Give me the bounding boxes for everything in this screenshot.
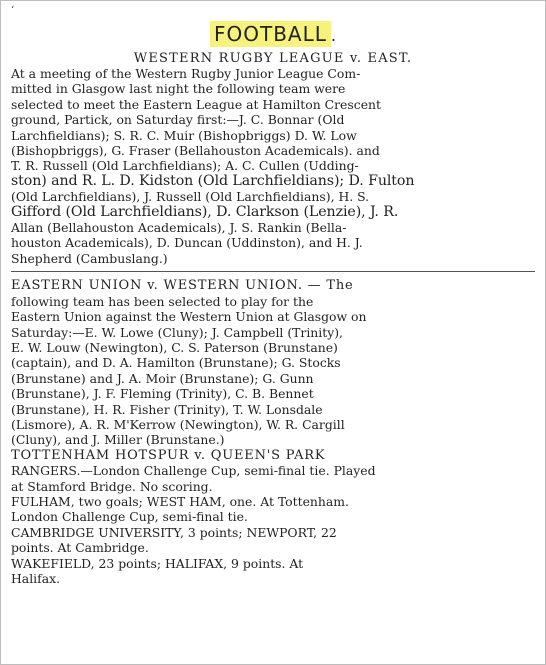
text-line: Halifax. [11, 571, 61, 586]
text-line: (Brunstane), H. R. Fisher (Trinity), T. W. Lonsdale [11, 401, 323, 417]
text-line: London Challenge Cup, semi-final tie. [11, 509, 248, 525]
text-line: at Stamford Bridge. No scoring. [11, 478, 213, 494]
text-line: Larchfieldians); S. R. C. Muir (Bishopbriggs) D. W. Low [11, 127, 357, 143]
text-line: (captain), and D. A. Hamilton (Brunstane); G. Stocks [11, 355, 341, 371]
text-line: FULHAM, two goals; WEST HAM, one. At Tottenham. [11, 493, 349, 509]
text-line: At a meeting of the Western Rugby Junior League Com- [11, 66, 361, 81]
header-area [1, 1, 545, 51]
text-line: Gifford (Old Larchfieldians), D. Clarkson (Lenzie), J. R. [11, 203, 399, 220]
text-line: (Bishopbriggs), G. Fraser (Bellahouston Academicals). and [11, 143, 380, 159]
text-line: selected to meet the Eastern League at Hamilton Crescent [11, 96, 381, 112]
article-body [11, 278, 535, 586]
text-line: E. W. Louw (Newington), C. S. Paterson (Brunstane) [11, 339, 338, 355]
section-divider [11, 271, 535, 272]
text-line: following team has been selected to play for the [11, 293, 314, 309]
text-line: points. At Cambridge. [11, 540, 149, 556]
text-line: ground, Partick, on Saturday first:—J. C. Bonnar (Old [11, 112, 345, 128]
text-line: Allan (Bellahouston Academicals), J. S. Rankin (Bella- [11, 220, 347, 236]
header-period: . [330, 26, 336, 45]
corner-mark: ‘ [11, 5, 15, 16]
text-line: mitted in Glasgow last night the following team were [11, 81, 346, 97]
text-line: CAMBRIDGE UNIVERSITY, 3 points; NEWPORT, 22 [11, 524, 337, 540]
text-line: (Brunstane), J. F. Fleming (Trinity), C. B. Bennet [11, 386, 314, 402]
text-line: T. R. Russell (Old Larchfieldians); A. C. Cullen (Udding- [11, 158, 359, 174]
text-line: houston Academicals), D. Duncan (Uddinston), and H. J. [11, 235, 363, 251]
text-line: ston) and R. L. D. Kidston (Old Larchfieldians); D. Fulton [11, 172, 415, 189]
text-line: Eastern Union against the Western Union at Glasgow on [11, 309, 367, 325]
text-line: TOTTENHAM HOTSPUR v. QUEEN'S PARK [11, 447, 326, 463]
text-line: RANGERS.—London Challenge Cup, semi-final tie. Played [11, 463, 376, 479]
text-line: Shepherd (Cambuslang.) [11, 250, 168, 266]
text-line: (Cluny), and J. Miller (Brunstane.) [11, 432, 225, 448]
section-header-football: FOOTBALL [210, 21, 331, 47]
article-title: WESTERN RUGBY LEAGUE v. EAST. [133, 51, 413, 66]
text-line: WAKEFIELD, 23 points; HALIFAX, 9 points. At [11, 555, 304, 571]
article-western-rugby [1, 51, 545, 266]
article-body [11, 66, 535, 266]
article-eastern-union [1, 278, 545, 586]
text-line: (Lismore), A. R. M'Kerrow (Newington), W. R. Cargill [11, 416, 345, 432]
text-line: (Brunstane) and J. A. Moir (Brunstane); G. Gunn [11, 370, 314, 386]
article-title: EASTERN UNION v. WESTERN UNION. — The [11, 278, 354, 294]
text-line: Saturday:—E. W. Lowe (Cluny); J. Campbell (Trinity), [11, 324, 343, 340]
text-line: (Old Larchfieldians), J. Russell (Old Larchfieldians), H. S. [11, 189, 370, 205]
